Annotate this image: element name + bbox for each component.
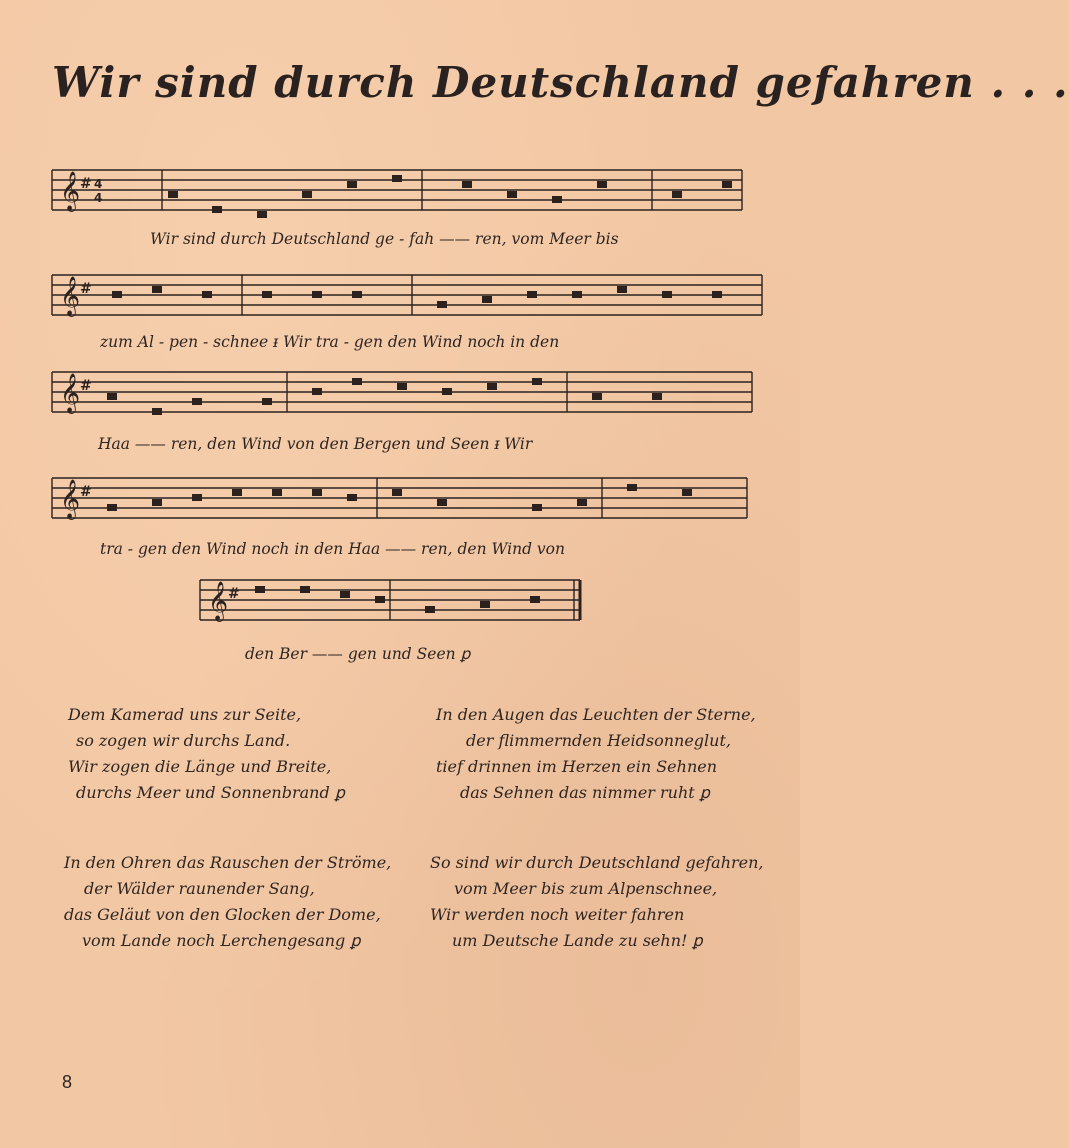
verse-line: so zogen wir durchs Land.	[76, 731, 291, 750]
verse-line: das Sehnen das nimmer ruht ꝑ	[460, 783, 710, 802]
lyric-line-1: Wir sind durch Deutschland ge - fah —— ren, vom Meer bis	[150, 230, 619, 248]
lyric-line-4: tra - gen den Wind noch in den Haa —— ren, den Wind von	[100, 540, 565, 558]
svg-text:#: #	[80, 176, 92, 192]
verse-line: vom Lande noch Lerchengesang ꝑ	[82, 931, 361, 950]
music-staff-5	[200, 570, 590, 630]
verse-line: vom Meer bis zum Alpenschnee,	[454, 879, 718, 898]
lyric-line-2: zum Al - pen - schnee ᵻ Wir tra - gen den Wind noch in den	[100, 333, 560, 351]
music-staff-2	[52, 265, 762, 325]
verse-line: In den Ohren das Rauschen der Ströme,	[64, 853, 392, 872]
svg-text:𝄞: 𝄞	[208, 581, 229, 621]
svg-text:𝄞: 𝄞	[60, 171, 81, 211]
svg-text:4: 4	[94, 177, 103, 191]
page-number: 8	[62, 1072, 73, 1092]
svg-text:𝄞: 𝄞	[60, 373, 81, 413]
music-staff-1	[52, 160, 742, 220]
svg-text:#: #	[80, 484, 92, 500]
svg-text:#: #	[80, 281, 92, 297]
verse-line: der flimmernden Heidsonneglut,	[466, 731, 731, 750]
lyric-line-3: Haa —— ren, den Wind von den Bergen und Seen ᵻ Wir	[98, 435, 533, 453]
verse-line: Dem Kamerad uns zur Seite,	[68, 705, 302, 724]
verse-line: tief drinnen im Herzen ein Sehnen	[436, 757, 718, 776]
lyric-line-5: den Ber —— gen und Seen ꝑ	[245, 645, 471, 663]
svg-text:4: 4	[94, 191, 103, 205]
verse-line: So sind wir durch Deutschland gefahren,	[430, 853, 764, 872]
verse-line: Wir zogen die Länge und Breite,	[68, 757, 332, 776]
staff-4-notation	[52, 468, 747, 528]
verse-1	[68, 702, 345, 806]
staff-3-notation	[52, 362, 752, 422]
staff-2-notation	[52, 265, 762, 325]
music-staff-3	[52, 362, 752, 422]
verse-4	[430, 850, 764, 954]
staff-5-notation	[200, 570, 590, 630]
verse-line: um Deutsche Lande zu sehn! ꝑ	[452, 931, 703, 950]
svg-text:#: #	[80, 378, 92, 394]
verse-line: das Geläut von den Glocken der Dome,	[64, 905, 381, 924]
music-staff-4	[52, 468, 747, 528]
verse-3	[64, 850, 391, 954]
verse-line: der Wälder raunender Sang,	[84, 879, 315, 898]
staff-1-notation	[52, 160, 742, 220]
verse-2	[436, 702, 756, 806]
svg-text:#: #	[228, 586, 240, 602]
verse-line: Wir werden noch weiter fahren	[430, 905, 685, 924]
verse-line: In den Augen das Leuchten der Sterne,	[436, 705, 756, 724]
song-title: Wir sind durch Deutschland gefahren . . .	[52, 58, 1069, 107]
verse-line: durchs Meer und Sonnenbrand ꝑ	[76, 783, 345, 802]
svg-text:𝄞: 𝄞	[60, 479, 81, 519]
svg-text:𝄞: 𝄞	[60, 276, 81, 316]
